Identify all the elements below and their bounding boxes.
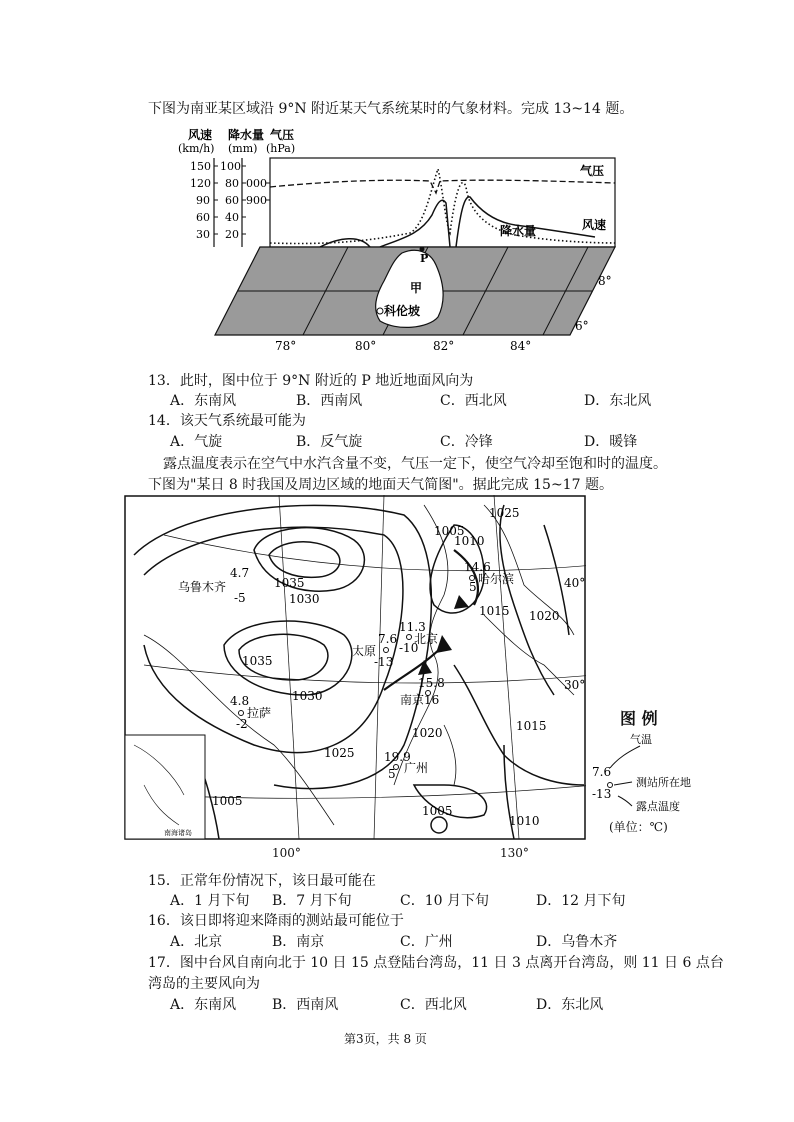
q17-option-d[interactable]: D．东北风	[536, 997, 604, 1013]
legend-dew-label: 露点温度	[636, 800, 680, 813]
station-dew: 16	[424, 693, 440, 707]
rain-tick: 20	[225, 228, 239, 241]
rain-tick: 100	[220, 160, 241, 173]
legend-station-label: 测站所在地	[636, 776, 691, 789]
q14-option-a[interactable]: A．气旋	[170, 434, 223, 450]
station-name: 拉萨	[247, 706, 272, 720]
q16-option-c[interactable]: C．广州	[400, 934, 453, 950]
station-name: 广州	[404, 761, 429, 775]
isobar-label: 1005	[434, 524, 465, 538]
axis-pres-unit: (hPa)	[266, 142, 296, 155]
legend-unit: (单位：℃)	[609, 820, 668, 834]
q15-option-b[interactable]: B．7 月下旬	[272, 893, 352, 909]
label-wind: 风速	[582, 218, 607, 232]
isobar-label: 1030	[292, 689, 323, 703]
lon-label: 80°	[355, 339, 377, 353]
station-temp: 4.8	[230, 694, 250, 708]
q14-option-c[interactable]: C．冷锋	[440, 434, 493, 450]
rain-tick: 60	[225, 194, 239, 207]
station-dew: -10	[399, 641, 419, 655]
label-colombo: 科伦坡	[384, 304, 421, 318]
lat-label: 40°	[564, 576, 586, 590]
station-dew: -5	[234, 591, 246, 605]
wind-tick: 150	[190, 160, 211, 173]
label-P: P	[420, 252, 429, 265]
pres-tick: 900	[246, 194, 267, 207]
q13-option-a[interactable]: A．东南风	[170, 393, 237, 409]
q14-option-b[interactable]: B．反气旋	[296, 434, 363, 450]
axis-wind-title: 风速	[188, 128, 213, 142]
rainfall-curve	[320, 197, 595, 247]
station-temp: 14.6	[464, 560, 491, 574]
q15-option-c[interactable]: C．10 月下旬	[400, 893, 489, 909]
axis-rain-title: 降水量	[228, 128, 265, 142]
q17-option-a[interactable]: A．东南风	[170, 997, 237, 1013]
station-temp: 4.7	[230, 566, 250, 580]
page-footer: 第3页，共 8 页	[344, 1032, 427, 1046]
q16-option-a[interactable]: A．北京	[170, 934, 223, 950]
label-rain: 降水量	[500, 224, 537, 238]
question-13-stem: 13．此时，图中位于 9°N 附近的 P 地近地面风向为	[148, 373, 474, 389]
lon-label: 84°	[510, 339, 532, 353]
axis-pres-title: 气压	[270, 128, 295, 142]
lat-label: 6°	[575, 319, 589, 333]
isobar-label: 1035	[242, 654, 273, 668]
q13-option-c[interactable]: C．西北风	[440, 393, 507, 409]
station-name: 南京	[400, 693, 425, 707]
pressure-curve	[270, 180, 615, 193]
lon-label: 82°	[433, 339, 455, 353]
rain-tick: 80	[225, 177, 239, 190]
inset-box	[125, 735, 205, 839]
axis-rain-unit: (mm)	[228, 142, 258, 155]
wind-tick: 60	[196, 211, 210, 224]
rain-tick: 40	[225, 211, 239, 224]
station-dew: 5	[469, 580, 477, 594]
question-15-stem: 15．正常年份情况下，该日最可能在	[148, 873, 376, 889]
station-temp: 7.6	[378, 632, 398, 646]
wind-tick: 90	[196, 194, 210, 207]
q17-option-b[interactable]: B．西南风	[272, 997, 339, 1013]
isobar-label: 1005	[422, 804, 453, 818]
station-temp: 19.9	[384, 750, 411, 764]
q16-option-b[interactable]: B．南京	[272, 934, 325, 950]
inset-label: 南海诸岛	[164, 829, 192, 837]
intro-text-2-line2: 下图为"某日 8 时我国及周边区域的地面天气简图"。据此完成 15~17 题。	[148, 477, 613, 493]
q16-option-d[interactable]: D．乌鲁木齐	[536, 934, 618, 950]
station-name: 乌鲁木齐	[178, 580, 227, 594]
station-name: 太原	[352, 644, 377, 658]
label-jia: 甲	[410, 281, 423, 295]
station-name: 哈尔滨	[478, 572, 515, 586]
map-lon-label: 100°	[272, 846, 301, 860]
question-14-stem: 14．该天气系统最可能为	[148, 413, 306, 429]
q15-option-d[interactable]: D．12 月下旬	[536, 893, 626, 909]
lat-label: 30°	[564, 678, 586, 692]
intro-text-1: 下图为南亚某区域沿 9°N 附近某天气系统某时的气象材料。完成 13~14 题。	[148, 101, 634, 117]
q13-option-b[interactable]: B．西南风	[296, 393, 363, 409]
figure-weather-profile	[170, 125, 630, 355]
legend-title: 图 例	[620, 709, 658, 728]
station-dew: -2	[236, 717, 248, 731]
legend-sample-dew: -13	[592, 787, 612, 801]
question-16-stem: 16．该日即将迎来降雨的测站最可能位于	[148, 913, 404, 929]
isobar-label: 1025	[489, 506, 520, 520]
station-temp: 11.3	[399, 620, 426, 634]
isobar-label: 1025	[324, 746, 355, 760]
isobar-label: 1015	[516, 719, 547, 733]
label-pressure: 气压	[580, 164, 605, 178]
isobar-label: 1020	[529, 609, 560, 623]
q14-option-d[interactable]: D．暖锋	[584, 434, 638, 450]
question-17-stem-line2: 湾岛的主要风向为	[148, 976, 260, 992]
wind-tick: 120	[190, 177, 211, 190]
station-dew: 5	[388, 767, 396, 781]
legend-diagram	[590, 730, 720, 830]
isobar-label: 1010	[509, 814, 540, 828]
isobar-label: 1030	[289, 592, 320, 606]
pres-tick: 000	[246, 177, 267, 190]
legend-temp-label: 气温	[630, 733, 652, 746]
wind-tick: 30	[196, 228, 210, 241]
isobar-label: 1020	[412, 726, 443, 740]
question-17-stem-line1: 17．图中台风自南向北于 10 日 15 点登陆台湾岛，11 日 3 点离开台湾岛，则 11 日 6 点台	[148, 955, 724, 971]
legend-sample-temp: 7.6	[592, 765, 612, 779]
isobar-label: 1035	[274, 576, 305, 590]
map-lon-label: 130°	[500, 846, 529, 860]
weather-map	[124, 495, 586, 845]
station-dew: -13	[374, 655, 394, 669]
station-temp: 15.8	[418, 676, 445, 690]
intro-text-2-line1: 露点温度表示在空气中水汽含量不变，气压一定下，使空气冷却至饱和时的温度。	[163, 456, 667, 472]
isobar-label: 1010	[454, 534, 485, 548]
lat-label: 8°	[598, 274, 612, 288]
q13-option-d[interactable]: D．东北风	[584, 393, 652, 409]
lon-label: 78°	[275, 339, 297, 353]
isobar-label: 1015	[479, 604, 510, 618]
station-name: 北京	[414, 632, 439, 646]
isobar-label: 1005	[212, 794, 243, 808]
axis-wind-unit: (km/h)	[178, 142, 215, 155]
q15-option-a[interactable]: A．1 月下旬	[170, 893, 250, 909]
q17-option-c[interactable]: C．西北风	[400, 997, 467, 1013]
